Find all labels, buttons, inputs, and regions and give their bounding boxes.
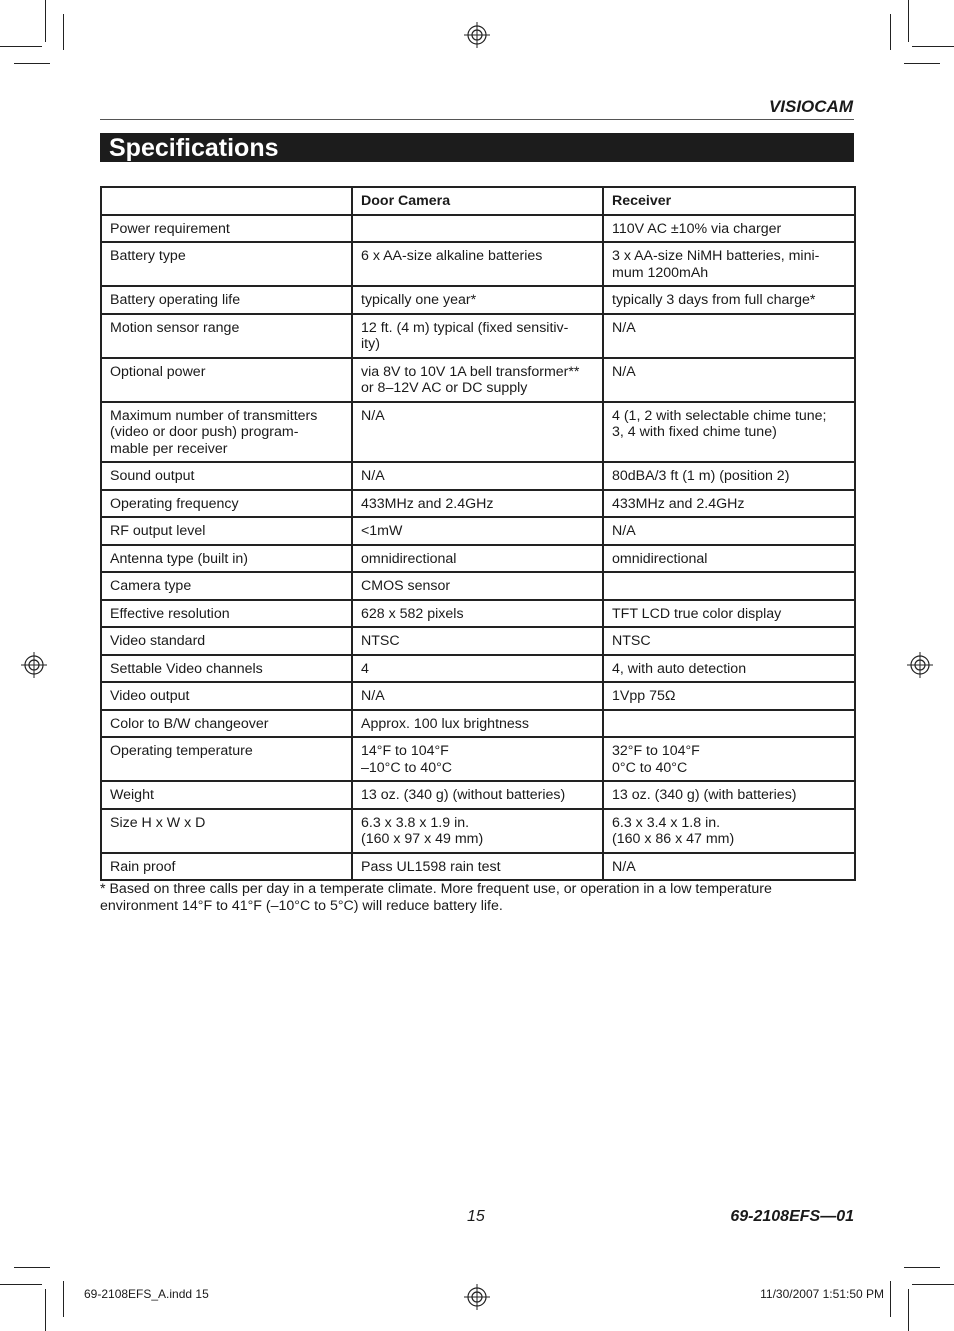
receiver-cell: 433MHz and 2.4GHz [603,490,855,518]
receiver-cell: N/A [603,358,855,402]
print-slug-timestamp: 11/30/2007 1:51:50 PM [760,1287,884,1301]
spec-label-cell: Weight [101,781,352,809]
table-row [101,215,855,243]
table-row [101,655,855,683]
spec-label-cell: Video output [101,682,352,710]
table-body [101,215,855,881]
receiver-cell [603,710,855,738]
door-camera-cell: 4 [352,655,603,683]
spec-label-cell: Color to B/W changeover [101,710,352,738]
door-camera-cell: N/A [352,462,603,490]
table-row [101,545,855,573]
registration-mark-icon [464,1284,490,1310]
crop-mark [45,0,46,42]
receiver-cell: N/A [603,853,855,881]
table-row [101,314,855,358]
spec-label-cell: Motion sensor range [101,314,352,358]
receiver-cell: 6.3 x 3.4 x 1.8 in. (160 x 86 x 47 mm) [603,809,855,853]
door-camera-cell: <1mW [352,517,603,545]
crop-mark [0,1284,42,1285]
receiver-cell: 4 (1, 2 with selectable chime tune; 3, 4 with fixed chime tune) [603,402,855,463]
spec-label-cell: Optional power [101,358,352,402]
print-slug-filename: 69-2108EFS_A.indd 15 [84,1287,209,1301]
receiver-cell: 3 x AA-size NiMH batteries, mini- mum 1200mAh [603,242,855,286]
table-header-row [101,187,855,215]
section-title-bar [100,133,854,162]
spec-label-cell: Maximum number of transmitters (video or door push) program- mable per receiver [101,402,352,463]
table-row [101,853,855,881]
document-number: 69-2108EFS—01 [730,1208,854,1225]
receiver-cell: 13 oz. (340 g) (with batteries) [603,781,855,809]
receiver-cell: 110V AC ±10% via charger [603,215,855,243]
spec-label-cell: Battery operating life [101,286,352,314]
registration-mark-icon [907,652,933,678]
table-row [101,809,855,853]
door-camera-cell: Pass UL1598 rain test [352,853,603,881]
receiver-cell: 80dBA/3 ft (1 m) (position 2) [603,462,855,490]
spec-label-cell: Operating frequency [101,490,352,518]
crop-mark [904,63,940,64]
spec-label-cell: Rain proof [101,853,352,881]
door-camera-cell: omnidirectional [352,545,603,573]
spec-label-cell: Effective resolution [101,600,352,628]
receiver-cell: N/A [603,517,855,545]
table-row [101,517,855,545]
door-camera-cell: via 8V to 10V 1A bell transformer** or 8–12V AC or DC supply [352,358,603,402]
table-row [101,462,855,490]
receiver-cell: N/A [603,314,855,358]
header-rule [100,119,854,120]
door-camera-cell: 6 x AA-size alkaline batteries [352,242,603,286]
door-camera-cell: typically one year* [352,286,603,314]
crop-mark [908,1289,909,1331]
table-row [101,737,855,781]
crop-mark [63,1281,64,1317]
table-row [101,490,855,518]
spec-label-cell: RF output level [101,517,352,545]
spec-label-cell: Settable Video channels [101,655,352,683]
door-camera-cell: 6.3 x 3.8 x 1.9 in. (160 x 97 x 49 mm) [352,809,603,853]
crop-mark [912,46,954,47]
receiver-cell: 1Vpp 75Ω [603,682,855,710]
door-camera-cell: 13 oz. (340 g) (without batteries) [352,781,603,809]
column-header: Door Camera [352,187,603,215]
footnote: * Based on three calls per day in a temperate climate. More frequent use, or operation in a low temperature environment 14°F to 41°F (–10°C to 5°C) will reduce battery life. [100,881,772,914]
table-row [101,710,855,738]
door-camera-cell: 628 x 582 pixels [352,600,603,628]
specifications-table [100,186,856,881]
table-row [101,627,855,655]
spec-label-cell: Battery type [101,242,352,286]
column-header: Receiver [603,187,855,215]
door-camera-cell: NTSC [352,627,603,655]
crop-mark [0,46,42,47]
table-row [101,242,855,286]
table-row [101,781,855,809]
running-header-brand: VISIOCAM [768,97,853,116]
table-row [101,600,855,628]
door-camera-cell: N/A [352,402,603,463]
receiver-cell: 4, with auto detection [603,655,855,683]
spec-label-cell: Antenna type (built in) [101,545,352,573]
crop-mark [14,1267,50,1268]
crop-mark [912,1284,954,1285]
spec-label-cell: Camera type [101,572,352,600]
crop-mark [904,1267,940,1268]
spec-label-cell: Operating temperature [101,737,352,781]
receiver-cell: 32°F to 104°F 0°C to 40°C [603,737,855,781]
door-camera-cell: 12 ft. (4 m) typical (fixed sensitiv- ity) [352,314,603,358]
receiver-cell: typically 3 days from full charge* [603,286,855,314]
receiver-cell [603,572,855,600]
registration-mark-icon [464,22,490,48]
table-row [101,358,855,402]
receiver-cell: NTSC [603,627,855,655]
door-camera-cell: N/A [352,682,603,710]
table-row [101,286,855,314]
registration-mark-icon [21,652,47,678]
crop-mark [45,1289,46,1331]
receiver-cell: TFT LCD true color display [603,600,855,628]
section-title: Specifications [109,134,279,162]
spec-label-cell: Size H x W x D [101,809,352,853]
crop-mark [63,14,64,50]
door-camera-cell: Approx. 100 lux brightness [352,710,603,738]
table-row [101,572,855,600]
spec-label-cell: Sound output [101,462,352,490]
table-row [101,402,855,463]
crop-mark [14,63,50,64]
door-camera-cell: 14°F to 104°F –10°C to 40°C [352,737,603,781]
receiver-cell: omnidirectional [603,545,855,573]
spec-label-cell: Video standard [101,627,352,655]
page-number: 15 [467,1208,485,1225]
column-header [101,187,352,215]
crop-mark [890,14,891,50]
crop-mark [908,0,909,42]
door-camera-cell: CMOS sensor [352,572,603,600]
door-camera-cell: 433MHz and 2.4GHz [352,490,603,518]
crop-mark [890,1281,891,1317]
spec-label-cell: Power requirement [101,215,352,243]
table-row [101,682,855,710]
door-camera-cell [352,215,603,243]
